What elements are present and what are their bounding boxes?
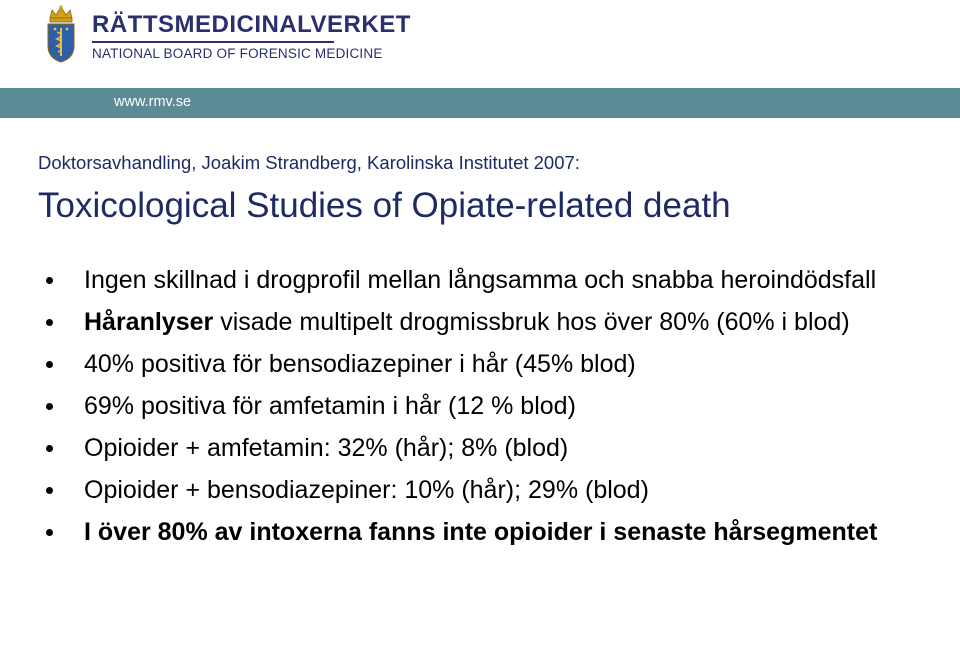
- bullet-dot-icon: [46, 403, 53, 410]
- slide-title: Toxicological Studies of Opiate-related death: [38, 186, 731, 225]
- slide-subtitle: Doktorsavhandling, Joakim Strandberg, Karolinska Institutet 2007:: [38, 152, 580, 173]
- coat-of-arms-icon: [44, 4, 78, 64]
- brand-divider: [92, 41, 334, 43]
- bullet-item: [40, 474, 940, 506]
- bullet-text: 40% positiva för bensodiazepiner i hår (45% blod): [84, 350, 636, 378]
- bullet-item: [40, 516, 940, 548]
- bullet-list: [40, 264, 940, 558]
- bullet-text: Opioider + amfetamin: 32% (hår); 8% (blod): [84, 434, 569, 462]
- bullet-bold-text: I över 80% av intoxerna fanns inte opioider i senaste hårsegmentet: [84, 518, 878, 546]
- bullet-text: 69% positiva för amfetamin i hår (12 % blod): [84, 392, 576, 420]
- bullet-dot-icon: [46, 361, 53, 368]
- brand-subtitle: NATIONAL BOARD OF FORENSIC MEDICINE: [92, 46, 383, 61]
- bullet-text: Opioider + bensodiazepiner: 10% (hår); 29% (blod): [84, 476, 649, 504]
- bullet-dot-icon: [46, 445, 53, 452]
- brand-block: [92, 12, 411, 62]
- bullet-dot-icon: [46, 529, 53, 536]
- bullet-item: [40, 390, 940, 422]
- bullet-dot-icon: [46, 319, 53, 326]
- bullet-text: Ingen skillnad i drogprofil mellan långsamma och snabba heroindödsfall: [84, 266, 877, 294]
- url-bar: [0, 88, 960, 118]
- bullet-dot-icon: [46, 277, 53, 284]
- bullet-item: [40, 348, 940, 380]
- bullet-item: [40, 306, 940, 338]
- brand-name: RÄTTSMEDICINALVERKET: [92, 11, 411, 38]
- bullet-item: [40, 432, 940, 464]
- bullet-item: [40, 264, 940, 296]
- bullet-text: visade multipelt drogmissbruk hos över 80% (60% i blod): [213, 308, 850, 336]
- bullet-dot-icon: [46, 487, 53, 494]
- bullet-bold-text: Håranlyser: [84, 308, 214, 336]
- header: [0, 0, 960, 88]
- website-link[interactable]: www.rmv.se: [114, 94, 192, 110]
